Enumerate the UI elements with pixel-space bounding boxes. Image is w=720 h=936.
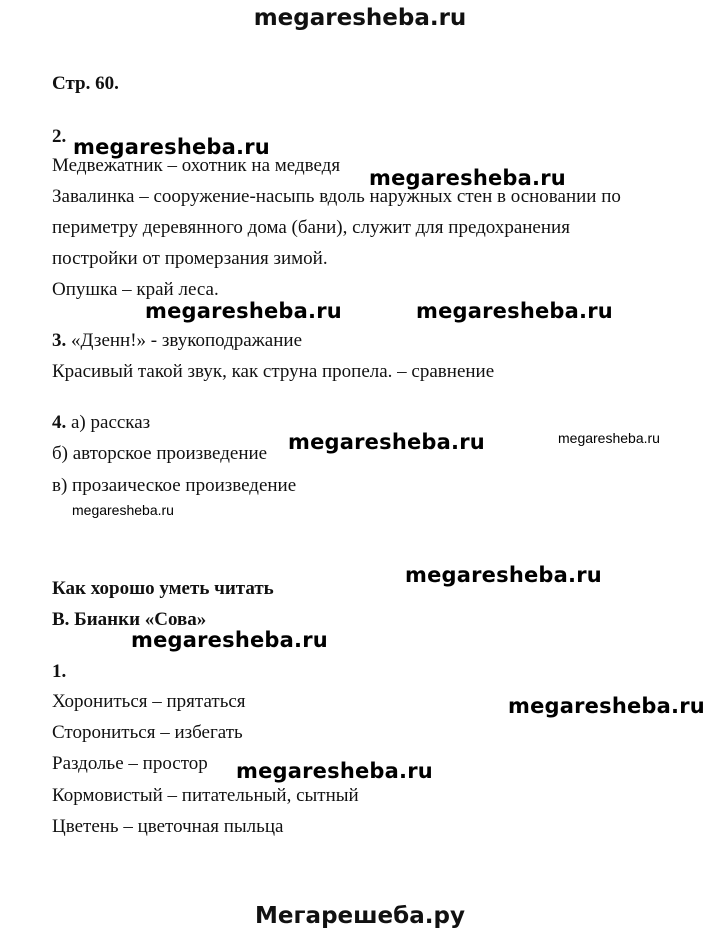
task-1-line: Раздолье – простор	[52, 753, 208, 774]
watermark: megaresheba.ru	[405, 563, 602, 587]
watermark: megaresheba.ru	[131, 628, 328, 652]
section-title: Как хорошо уметь читать	[52, 578, 274, 599]
section-subtitle: В. Бианки «Сова»	[52, 609, 207, 630]
task-4-text: а) рассказ	[71, 412, 151, 433]
task-4-number: 4.	[52, 412, 67, 433]
task-1-line: Хорониться – прятаться	[52, 691, 246, 712]
task-3-text: «Дзенн!» - звукоподражание	[71, 330, 303, 351]
watermark: megaresheba.ru	[288, 430, 485, 454]
task-1-line: Цветень – цветочная пыльца	[52, 816, 284, 837]
task-3-line-1	[52, 330, 302, 352]
task-2-line: Медвежатник – охотник на медведя	[52, 155, 341, 176]
task-2-line: периметру деревянного дома (бани), служит для предохранения	[52, 217, 570, 238]
watermark: megaresheba.ru	[558, 430, 660, 446]
task-1-line: Кормовистый – питательный, сытный	[52, 785, 359, 806]
task-3-number: 3.	[52, 330, 67, 351]
site-header: megaresheba.ru	[253, 5, 467, 31]
task-2-line: Завалинка – сооружение-насыпь вдоль наружных стен в основании по	[52, 186, 621, 207]
watermark: megaresheba.ru	[72, 502, 174, 518]
task-2-line: Опушка – край леса.	[52, 279, 219, 300]
task-4-line-1	[52, 412, 150, 434]
task-1-line: Сторониться – избегать	[52, 722, 243, 743]
task-1-number: 1.	[52, 661, 67, 682]
site-footer: Мегарешеба.ру	[255, 903, 465, 929]
watermark: megaresheba.ru	[416, 299, 613, 323]
watermark: megaresheba.ru	[369, 166, 566, 190]
task-2-line: постройки от промерзания зимой.	[52, 248, 328, 269]
watermark: megaresheba.ru	[73, 135, 270, 159]
watermark: megaresheba.ru	[236, 759, 433, 783]
task-4-line-3: в) прозаическое произведение	[52, 475, 297, 496]
task-4-line-2: б) авторское произведение	[52, 443, 268, 464]
task-2-number: 2.	[52, 126, 67, 147]
page-reference: Стр. 60.	[52, 73, 119, 94]
watermark: megaresheba.ru	[508, 694, 705, 718]
task-3-line-2: Красивый такой звук, как струна пропела. – сравнение	[52, 361, 495, 382]
watermark: megaresheba.ru	[145, 299, 342, 323]
